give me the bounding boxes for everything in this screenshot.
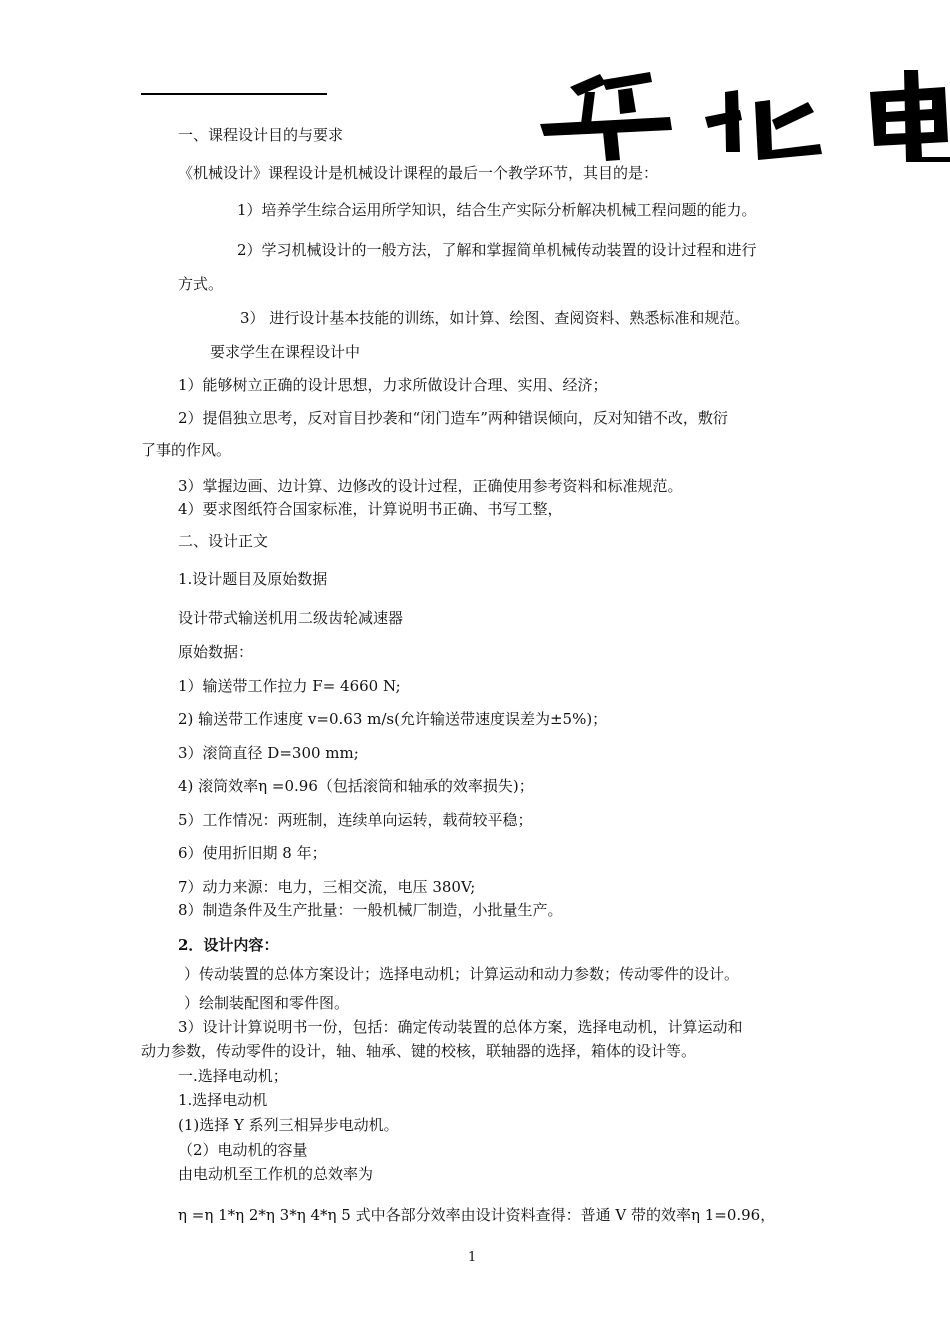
data-item: 2) 输送带工作速度 v=0.63 m/s(允许输送带速度误差为±5%)； — [178, 710, 608, 728]
list-item: 2）提倡独立思考，反对盲目抄袭和“闭门造车”两种错误倾向，反对知错不改，敷衍 — [178, 409, 728, 427]
data-item: 4) 滚筒效率η =0.96（包括滚筒和轴承的效率损失)； — [178, 777, 534, 795]
paragraph-line: 原始数据： — [178, 643, 254, 661]
list-item: 2）学习机械设计的一般方法，了解和掌握简单机械传动装置的设计过程和进行 — [237, 241, 757, 259]
list-item: 3） 进行设计基本技能的训练，如计算、绘图、查阅资料、熟悉标准和规范。 — [240, 309, 750, 327]
paragraph-line: （2）电动机的容量 — [178, 1141, 308, 1159]
formula-line: η =η 1*η 2*η 3*η 4*η 5 式中各部分效率由设计资料查得：普通 V 带的效率η 1=0.96， — [178, 1206, 776, 1224]
list-item: 3）设计计算说明书一份，包括：确定传动装置的总体方案，选择电动机，计算运动和 — [178, 1018, 743, 1036]
section-heading: 一.选择电动机； — [178, 1067, 288, 1085]
list-item: 1）能够树立正确的设计思想，力求所做设计合理、实用、经济； — [178, 376, 608, 394]
paragraph-line: (1)选择 Y 系列三相异步电动机。 — [178, 1116, 399, 1134]
section-heading-body: 二、设计正文 — [178, 532, 269, 550]
data-item: 5）工作情况：两班制，连续单向运转，载荷较平稳； — [178, 811, 533, 829]
subsection-heading: 1.设计题目及原始数据 — [178, 570, 328, 588]
section-heading-purpose: 一、课程设计目的与要求 — [178, 126, 344, 144]
list-item: ）传动装置的总体方案设计；选择电动机；计算运动和动力参数；传动零件的设计。 — [184, 965, 740, 983]
data-item: 7）动力来源：电力，三相交流，电压 380V; — [178, 878, 476, 896]
paragraph-line: 《机械设计》课程设计是机械设计课程的最后一个教学环节，其目的是： — [178, 164, 659, 182]
list-item-continuation: 动力参数，传动零件的设计，轴、轴承、键的校核，联轴器的选择，箱体的设计等。 — [141, 1042, 697, 1060]
data-item: 3）滚筒直径 D=300 mm; — [178, 744, 359, 762]
brand-logo — [540, 62, 950, 162]
page-number: 1 — [468, 1250, 477, 1265]
list-item-continuation: 了事的作风。 — [141, 441, 232, 459]
subsection-heading: 1.选择电动机 — [178, 1091, 268, 1109]
paragraph-line: 由电动机至工作机的总效率为 — [178, 1165, 374, 1183]
paragraph-line: 要求学生在课程设计中 — [210, 343, 361, 361]
data-item: 8）制造条件及生产批量：一般机械厂制造，小批量生产。 — [178, 901, 563, 919]
list-item: 4）要求图纸符合国家标准，计算说明书正确、书写工整， — [178, 500, 563, 518]
header-rule — [141, 93, 327, 95]
list-item: 3）掌握边画、边计算、边修改的设计过程，正确使用参考资料和标准规范。 — [178, 477, 683, 495]
data-item: 1）输送带工作拉力 F= 4660 N; — [178, 677, 401, 695]
list-item: ）绘制装配图和零件图。 — [184, 994, 350, 1012]
list-item: 1）培养学生综合运用所学知识，结合生产实际分析解决机械工程问题的能力。 — [237, 201, 757, 219]
subsection-heading: 2．设计内容： — [178, 936, 279, 954]
list-item-continuation: 方式。 — [178, 275, 224, 293]
data-item: 6）使用折旧期 8 年； — [178, 844, 327, 862]
paragraph-line: 设计带式输送机用二级齿轮减速器 — [178, 609, 404, 627]
